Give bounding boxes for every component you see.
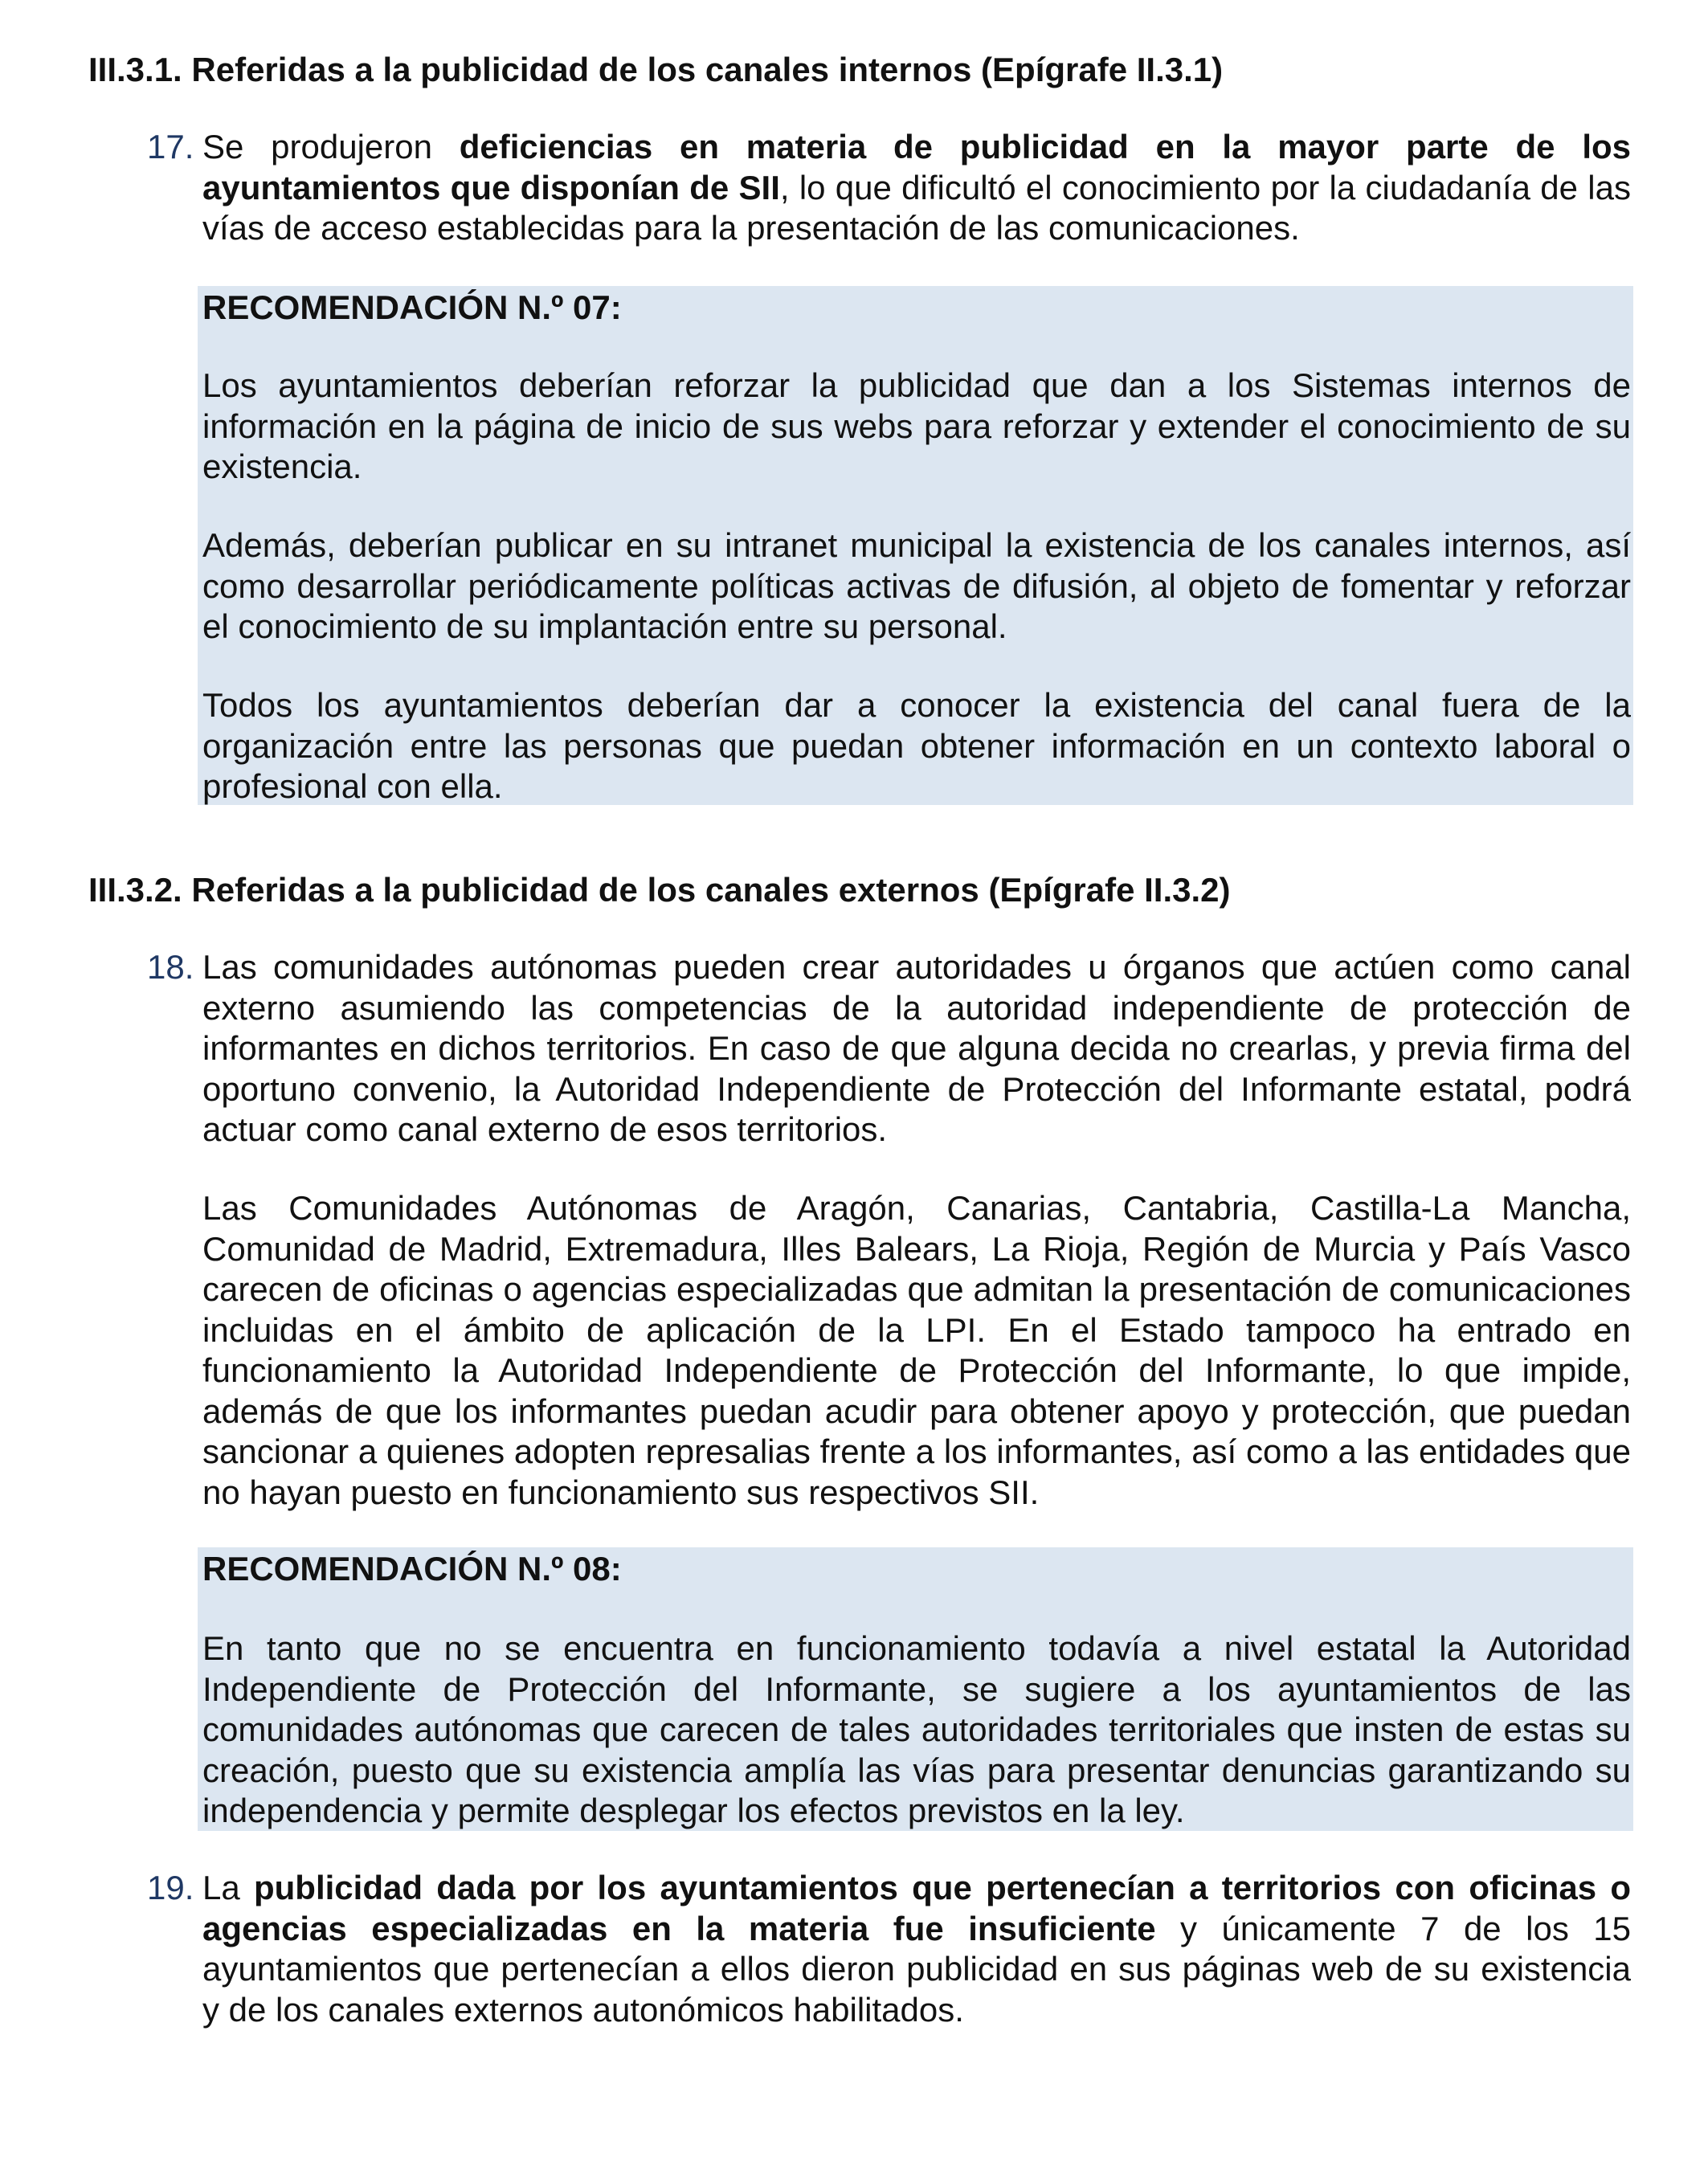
item-number-19: 19. (147, 1869, 194, 1906)
item-17-text-bold: deficiencias en materia de publicidad en la mayor parte de los ayuntamientos que disponían de SII (202, 128, 1632, 206)
item-18-paragraph-1: Las comunidades autónomas pueden crear autoridades u órganos que actúen como canal externo asumiendo las competencias de la autoridad independiente de protección de informantes en dichos territorios. En caso de que alguna decida no crearlas, y previa firma del oportuno convenio, la Autoridad Independiente de Protección del Informante estatal, podrá actuar como canal externo de esos territorios. (202, 948, 1631, 1148)
item-18-paragraph-2: Las Comunidades Autónomas de Aragón, Canarias, Cantabria, Castilla-La Mancha, Comunidad de Madrid, Extremadura, Illes Balears, La Rioja, Región de Murcia y País Vasco carecen de oficinas o agencias especializadas que admitan la presentación de comunicaciones incluidas en el ámbito de aplicación de la LPI. En el Estado tampoco ha entrado en funcionamiento la Autoridad Independiente de Protección del Informante, lo que impide, además de que los informantes puedan acudir para obtener apoyo y protección, que puedan sancionar a quienes adopten represalias frente a los informantes, así como a las entidades que no hayan puesto en funcionamiento sus respectivos SII. (202, 1189, 1631, 1511)
section-heading-iii-3-1: III.3.1. Referidas a la publicidad de los canales internos (Epígrafe II.3.1) (88, 51, 1224, 88)
recommendation-07-paragraph-3: Todos los ayuntamientos deberían dar a conocer la existencia del canal fuera de la organización entre las personas que puedan obtener información en un contexto laboral o profesional con ella. (202, 686, 1631, 805)
item-number-18: 18. (147, 948, 194, 986)
recommendation-08-title: RECOMENDACIÓN N.º 08: (202, 1550, 622, 1588)
recommendation-07-paragraph-1: Los ayuntamientos deberían reforzar la publicidad que dan a los Sistemas internos de información en la página de inicio de sus webs para reforzar y extender el conocimiento de su existencia. (202, 366, 1631, 485)
recommendation-08-paragraph-1: En tanto que no se encuentra en funcionamiento todavía a nivel estatal la Autoridad Independiente de Protección del Informante, se sugiere a los ayuntamientos de las comunidades autónomas que carecen de tales autoridades territoriales que insten de estas su creación, puesto que su existencia amplía las vías para presentar denuncias garantizando su independencia y permite desplegar los efectos previstos en la ley. (202, 1629, 1631, 1829)
item-19-text-bold: publicidad dada por los ayuntamientos que pertenecían a territorios con oficinas o agencias especializadas en la materia fue insuficiente (202, 1869, 1631, 1947)
item-19-text-start: La (202, 1869, 254, 1906)
item-17-text-start: Se produjeron (202, 128, 460, 165)
item-19-text-end: y únicamente 7 de los 15 ayuntamientos que pertenecían a ellos dieron publicidad en sus páginas web de su existencia y de los canales externos autonómicos habilitados. (202, 1909, 1631, 2029)
recommendation-07-paragraph-2: Además, deberían publicar en su intranet municipal la existencia de los canales internos, así como desarrollar periódicamente políticas activas de difusión, al objeto de fomentar y reforzar el conocimiento de su implantación entre su personal. (202, 526, 1631, 645)
section-heading-iii-3-2: III.3.2. Referidas a la publicidad de los canales externos (Epígrafe II.3.2) (88, 871, 1231, 909)
item-number-17: 17. (147, 128, 194, 165)
item-19-paragraph (202, 1868, 1631, 2030)
item-17-paragraph (202, 127, 1631, 249)
recommendation-07-title: RECOMENDACIÓN N.º 07: (202, 288, 622, 326)
item-17-text-end: , lo que dificultó el conocimiento por la ciudadanía de las vías de acceso establecidas para la presentación de las comunicaciones. (202, 168, 1631, 247)
